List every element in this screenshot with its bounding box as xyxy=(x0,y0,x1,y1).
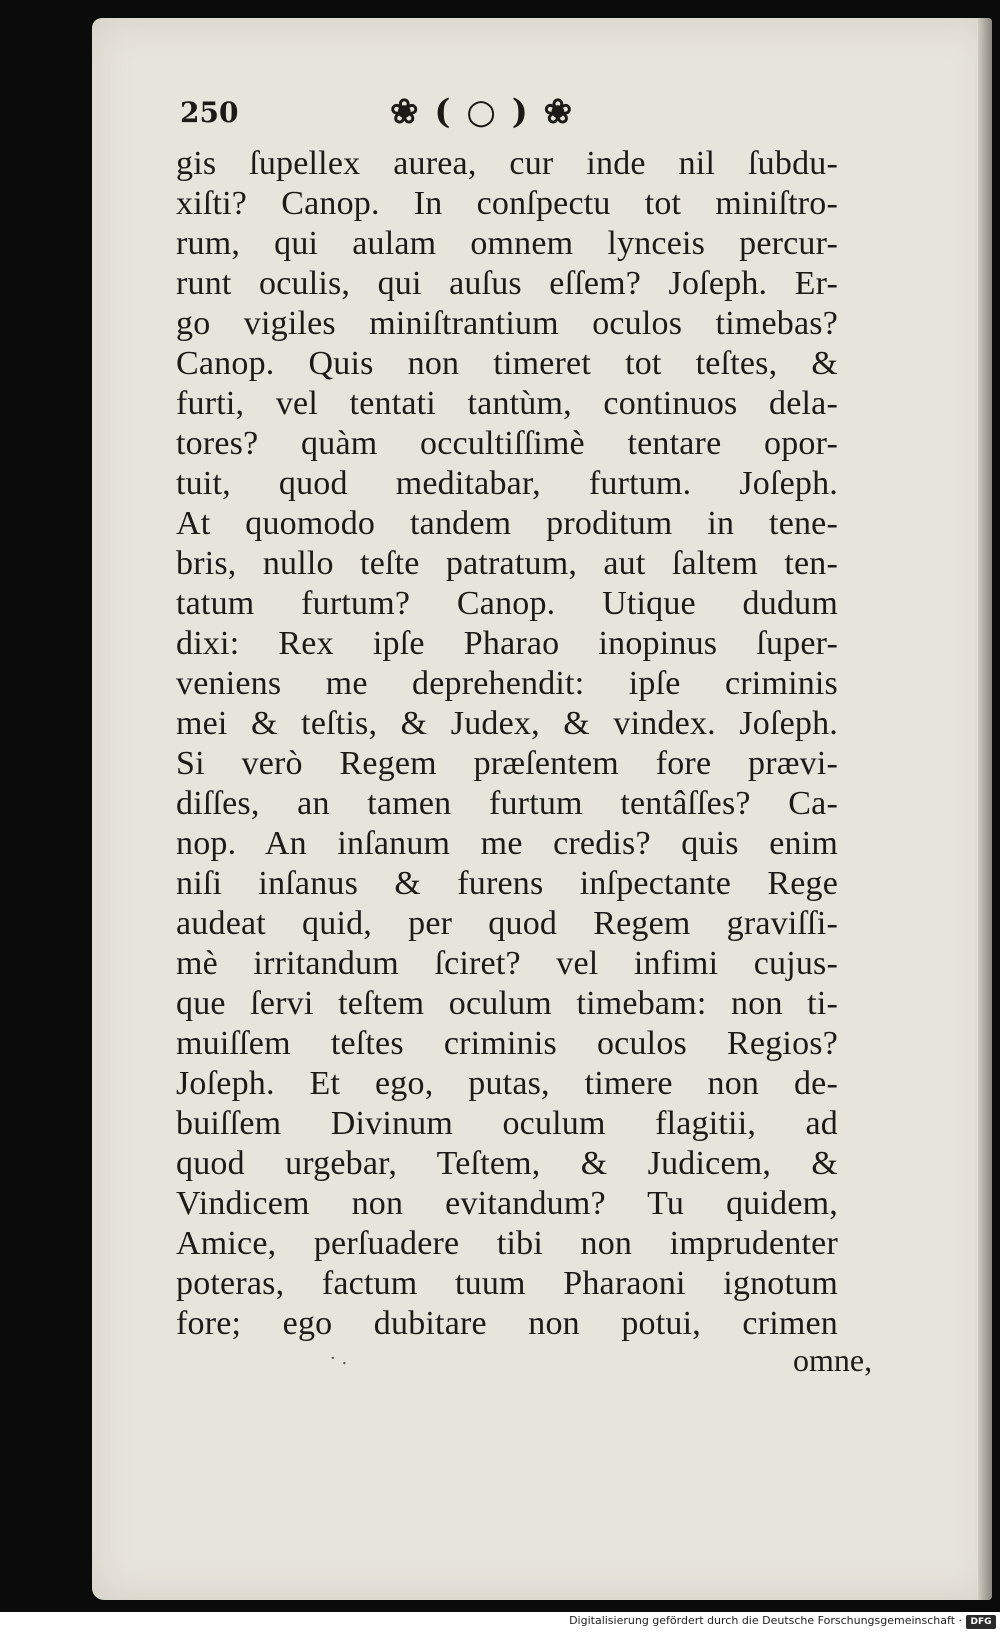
text-line: muiſſem teſtes criminis oculos Regios? xyxy=(176,1025,838,1062)
text-line: bris, nullo teſte patratum, aut ſaltem ten- xyxy=(176,545,838,582)
text-line: mè irritandum ſciret? vel infimi cujus- xyxy=(176,945,838,982)
header-ornament: ❀ ( ○ ) ❀ xyxy=(390,92,575,132)
text-line: tuit, quod meditabar, furtum. Joſeph. xyxy=(176,465,838,502)
text-line: Si verò Regem præſentem fore prævi- xyxy=(176,745,838,782)
text-line: veniens me deprehendit: ipſe criminis xyxy=(176,665,838,702)
text-line: furti, vel tentati tantùm, continuos dela- xyxy=(176,385,838,422)
text-line: go vigiles miniſtrantium oculos timebas? xyxy=(176,305,838,342)
text-line: dixi: Rex ipſe Pharao inopinus ſuper- xyxy=(176,625,838,662)
text-line: quod urgebar, Teſtem, & Judicem, & xyxy=(176,1145,838,1182)
text-line: mei & teſtis, & Judex, & vindex. Joſeph. xyxy=(176,705,838,742)
page-edge xyxy=(978,18,992,1600)
text-line: que ſervi teſtem oculum timebam: non ti- xyxy=(176,985,838,1022)
text-line: nop. An inſanum me credis? quis enim xyxy=(176,825,838,862)
text-line: fore; ego dubitare non potui, crimen xyxy=(176,1305,838,1342)
text-line: xiſti? Canop. In conſpectu tot miniſtro- xyxy=(176,185,838,222)
text-block xyxy=(176,144,838,1344)
text-line: Amice, perſuadere tibi non imprudenter xyxy=(176,1225,838,1262)
dust-mark: · . xyxy=(330,1348,348,1369)
text-line: audeat quid, per quod Regem graviſſi- xyxy=(176,905,838,942)
text-line: At quomodo tandem proditum in tene- xyxy=(176,505,838,542)
text-line: gis ſupellex aurea, cur inde nil ſubdu- xyxy=(176,145,838,182)
page-header xyxy=(180,92,780,142)
footer-bar xyxy=(0,1612,1000,1632)
text-line: Vindicem non evitandum? Tu quidem, xyxy=(176,1185,838,1222)
page-number: 250 xyxy=(180,96,239,129)
text-line: tatum furtum? Canop. Utique dudum xyxy=(176,585,838,622)
text-line: poteras, factum tuum Pharaoni ignotum xyxy=(176,1265,838,1302)
text-line: niſi inſanus & furens inſpectante Rege xyxy=(176,865,838,902)
text-line: Canop. Quis non timeret tot teſtes, & xyxy=(176,345,838,382)
catchword: omne, xyxy=(793,1342,873,1378)
text-line: Joſeph. Et ego, putas, timere non de- xyxy=(176,1065,838,1102)
dfg-logo-icon: DFG xyxy=(966,1615,996,1629)
text-line: runt oculis, qui auſus eſſem? Joſeph. Er- xyxy=(176,265,838,302)
text-line: buiſſem Divinum oculum flagitii, ad xyxy=(176,1105,838,1142)
text-line: diſſes, an tamen furtum tentâſſes? Ca- xyxy=(176,785,838,822)
funding-credit: Digitalisierung gefördert durch die Deutsche Forschungsgemeinschaft · xyxy=(569,1614,962,1627)
text-line: rum, qui aulam omnem lynceis percur- xyxy=(176,225,838,262)
text-line: tores? quàm occultiſſimè tentare opor- xyxy=(176,425,838,462)
